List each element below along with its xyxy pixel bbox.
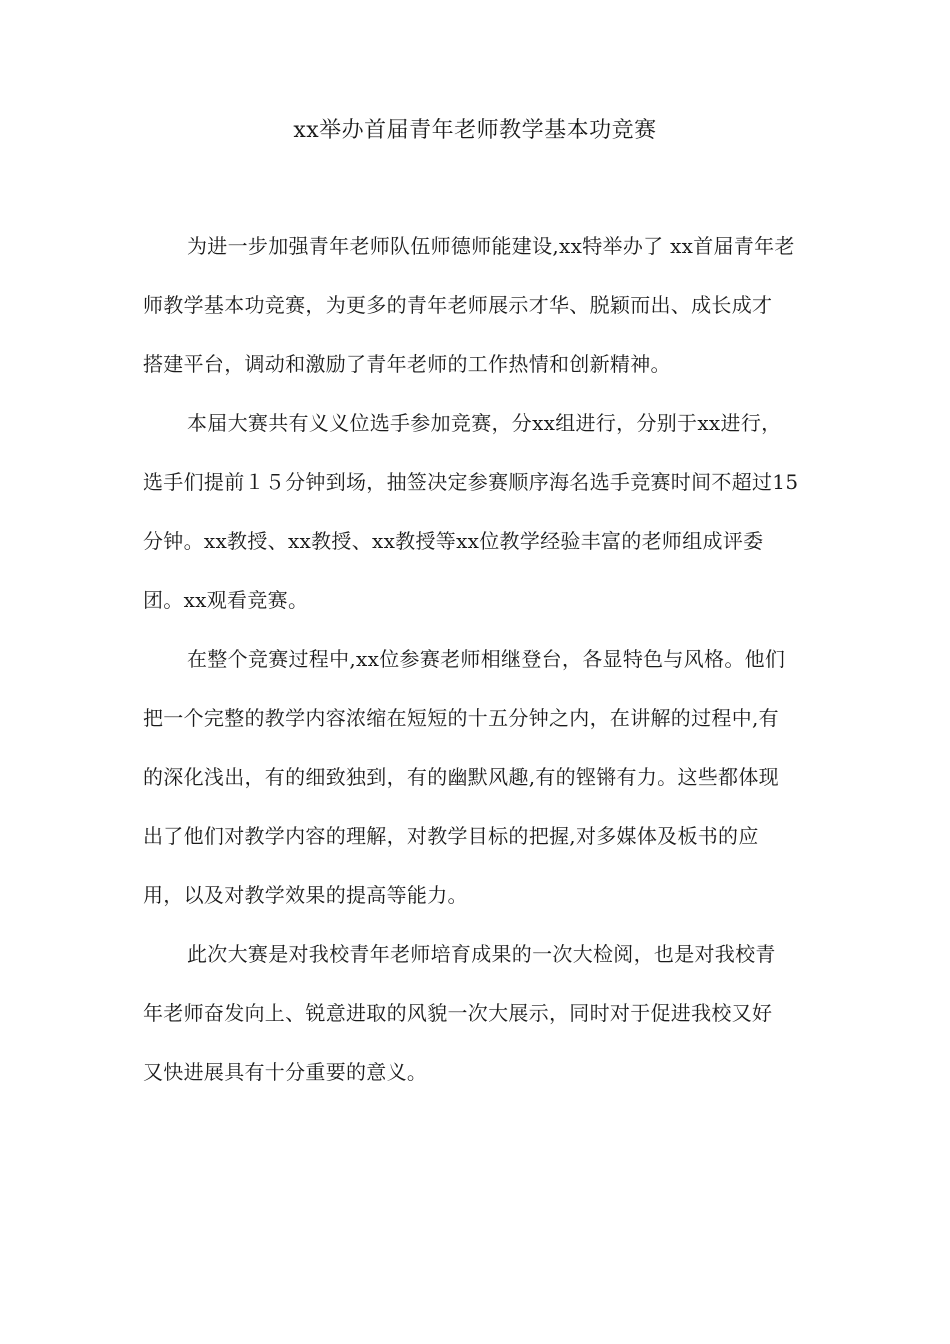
paragraph-line: 又快进展具有十分重要的意义。 xyxy=(143,1060,428,1084)
paragraph-2 xyxy=(143,408,823,615)
paragraph-line: 团。xx观看竞赛。 xyxy=(143,588,309,612)
paragraph-1 xyxy=(143,231,823,379)
paragraph-line: 本届大赛共有义义位选手参加竞赛，分xx组进行，分别于xx进行， xyxy=(187,411,782,435)
document-title: xx举办首届青年老师教学基本功竞赛 xyxy=(293,118,657,143)
paragraph-line: 选手们提前１５分钟到场，抽签决定参赛顺序海名选手竞赛时间不超过15 xyxy=(143,470,799,494)
paragraph-3 xyxy=(143,644,823,910)
paragraph-line: 师教学基本功竞赛，为更多的青年老师展示才华、脱颖而出、成长成才 xyxy=(143,293,773,317)
paragraph-line: 用，以及对教学效果的提高等能力。 xyxy=(143,883,468,907)
paragraph-line: 把一个完整的教学内容浓缩在短短的十五分钟之内，在讲解的过程中,有 xyxy=(143,706,779,730)
paragraph-line: 分钟。xx教授、xx教授、xx教授等xx位教学经验丰富的老师组成评委 xyxy=(143,529,764,553)
paragraph-line: 出了他们对教学内容的理解，对教学目标的把握,对多媒体及板书的应 xyxy=(143,824,759,848)
paragraph-line: 搭建平台，调动和激励了青年老师的工作热情和创新精神。 xyxy=(143,352,671,376)
paragraph-line: 在整个竞赛过程中,xx位参赛老师相继登台，各显特色与风格。他们 xyxy=(187,647,786,671)
paragraph-line: 为进一步加强青年老师队伍师德师能建设,xx特举办了 xx首届青年老 xyxy=(187,234,795,258)
paragraph-4 xyxy=(143,939,823,1087)
paragraph-line: 的深化浅出，有的细致独到，有的幽默风趣,有的铿锵有力。这些都体现 xyxy=(143,765,779,789)
paragraph-line: 此次大赛是对我校青年老师培育成果的一次大检阅，也是对我校青 xyxy=(187,942,776,966)
paragraph-line: 年老师奋发向上、锐意进取的风貌一次大展示，同时对于促进我校又好 xyxy=(143,1001,773,1025)
